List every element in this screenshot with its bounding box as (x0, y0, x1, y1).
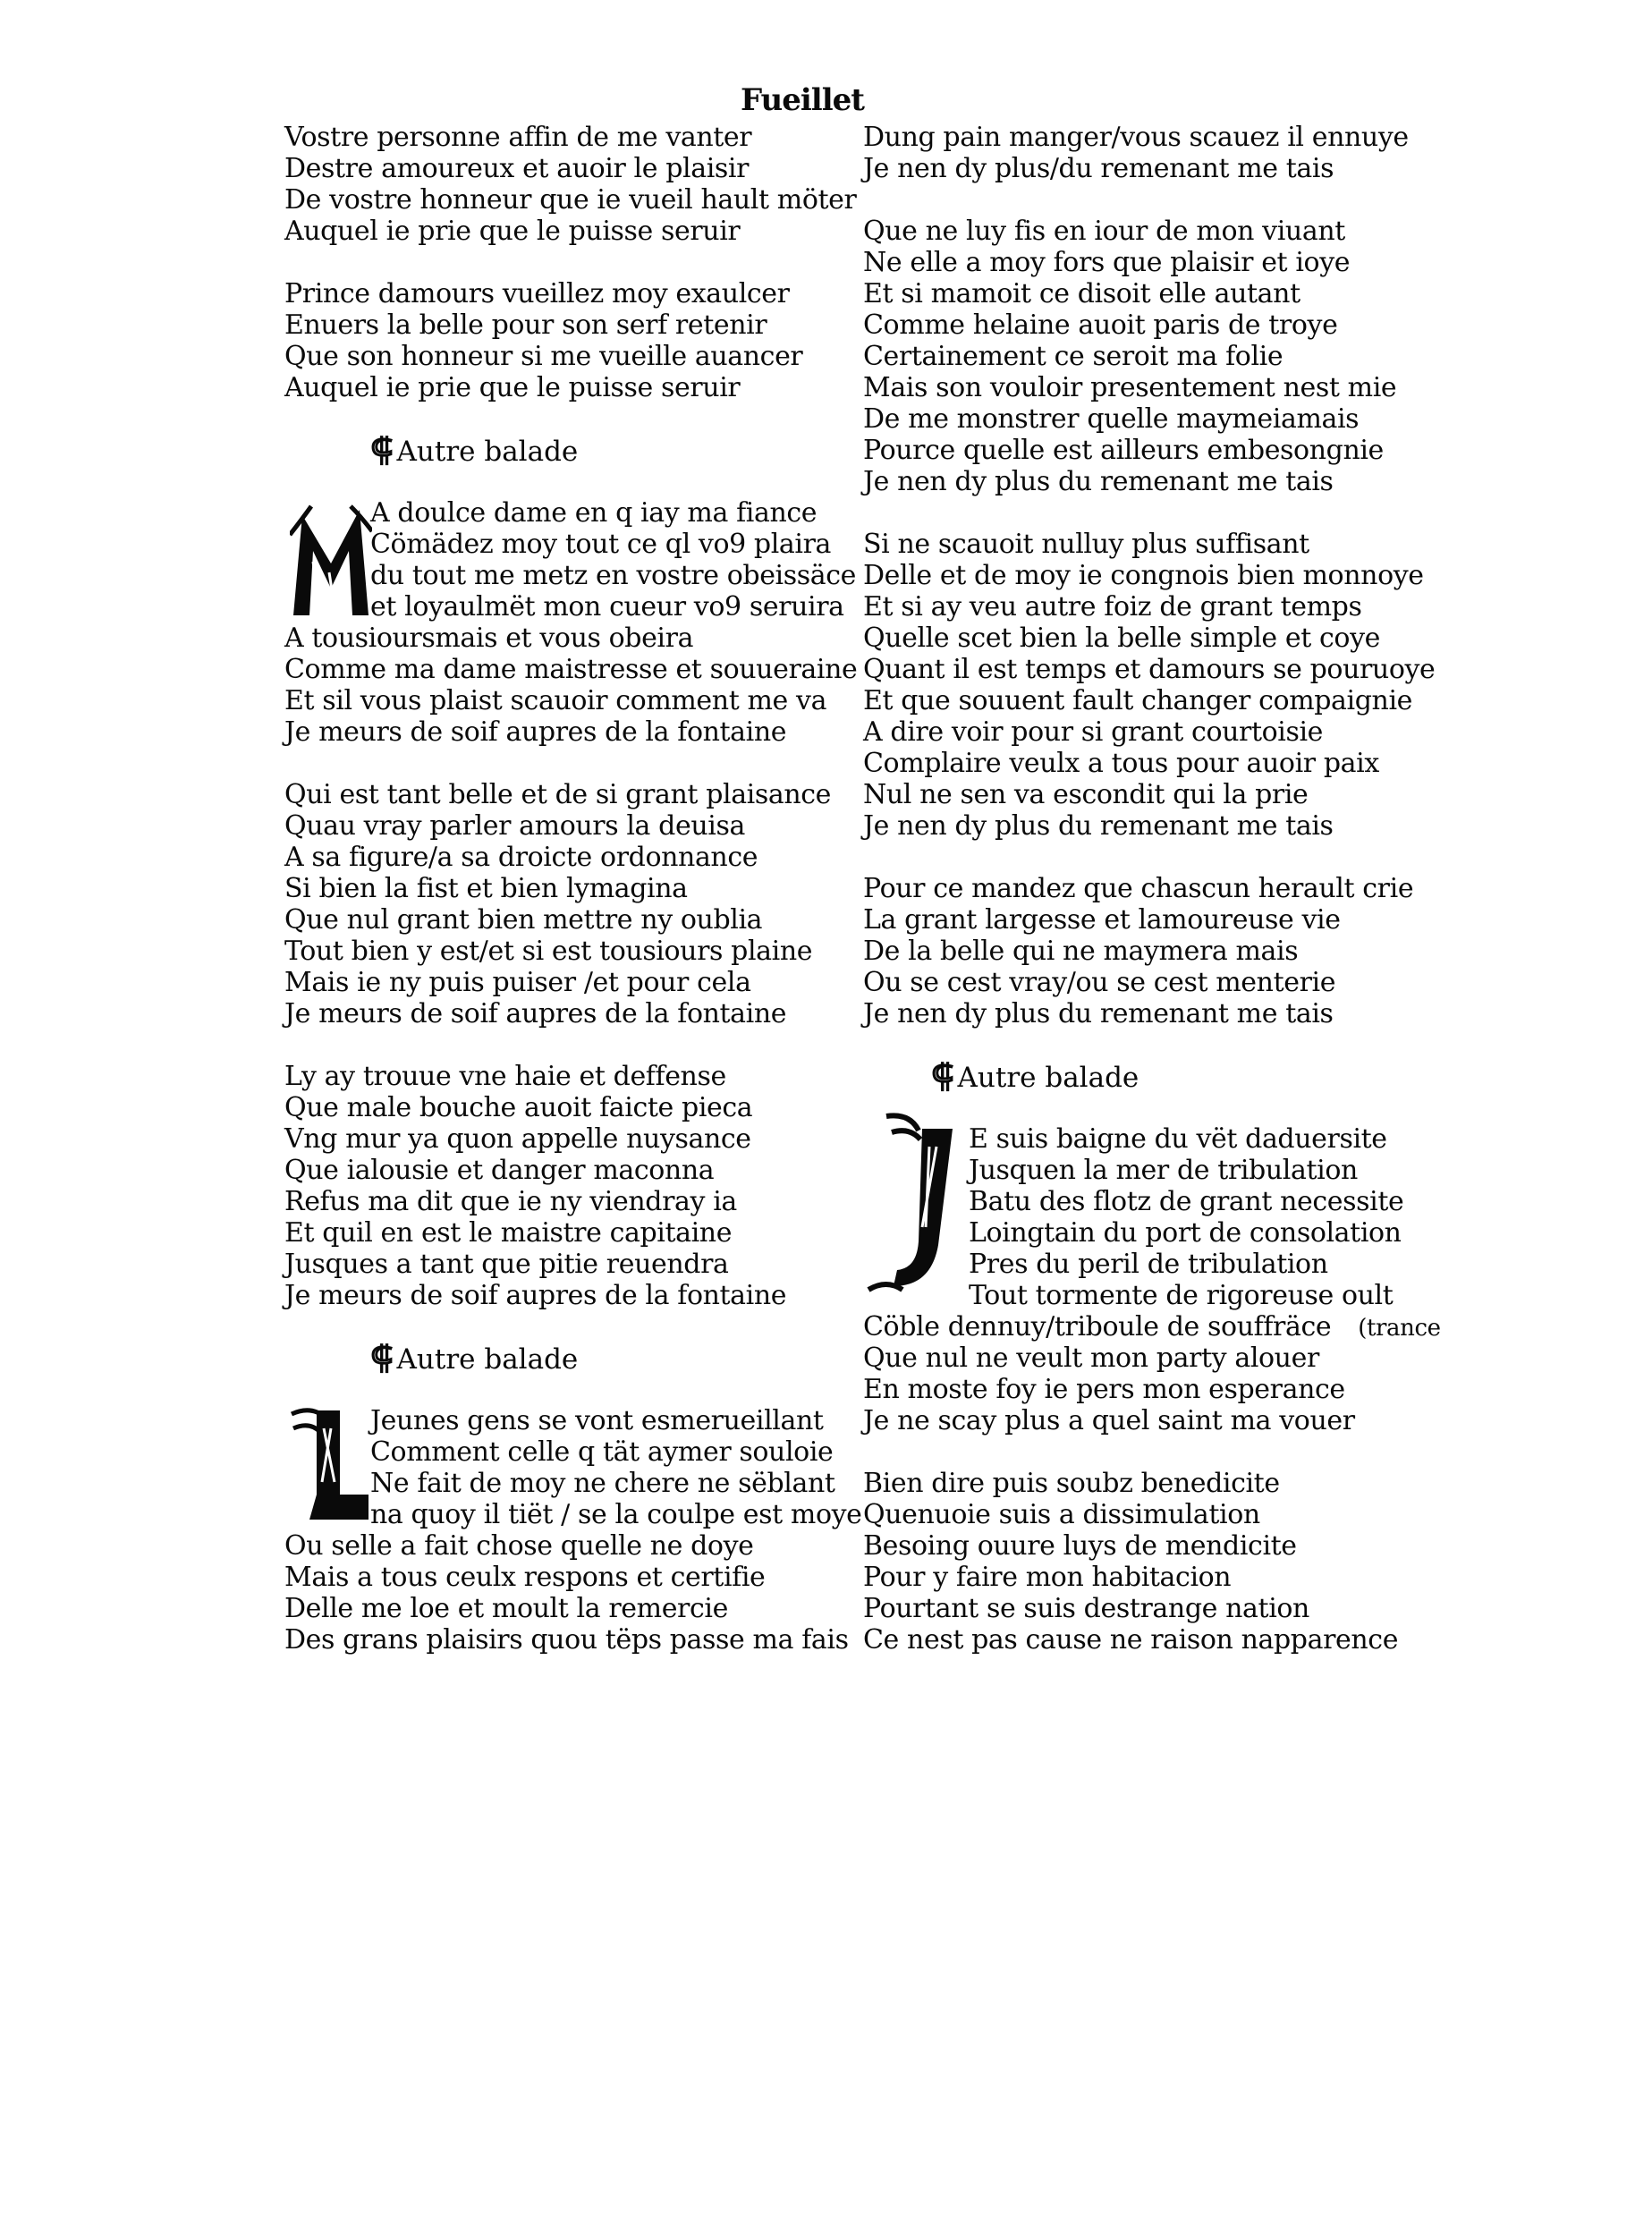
verse-line: Loingtain du port de consolation (969, 1217, 1402, 1249)
stanza (863, 873, 1436, 1029)
verse-line: Que male bouche auoit faicte pieca (284, 1092, 753, 1123)
verse-line: Quau vray parler amours la deuisa (284, 810, 745, 842)
verse-line: Delle me loe et moult la remercie (284, 1593, 728, 1624)
verse-line: Ne fait de moy ne chere ne sëblant (370, 1468, 835, 1499)
verse-line: Vostre personne affin de me vanter (284, 122, 752, 153)
verse-line: Ly ay trouue vne haie et deffense (284, 1061, 726, 1092)
verse-line: Ou selle a fait chose quelle ne doye (284, 1530, 754, 1562)
verse-line: Pource quelle est ailleurs embesongnie (863, 435, 1384, 466)
verse-line: Tout bien y est/et si est tousiours plaine (284, 936, 813, 967)
verse-line: Pour y faire mon habitacion (863, 1562, 1232, 1593)
section-heading: ⸿ Autre balade (931, 1057, 1139, 1095)
stanza (863, 216, 1436, 497)
verse-line: A doulce dame en q iay ma fiance (370, 497, 818, 529)
verse-line: A sa figure/a sa droicte ordonnance (284, 842, 758, 873)
verse-line: Delle et de moy ie congnois bien monnoye (863, 560, 1424, 591)
stanza (284, 122, 857, 247)
verse-line: na quoy il tiët / se la coulpe est moye (370, 1499, 862, 1530)
verse-line: Besoing ouure luys de mendicite (863, 1530, 1297, 1562)
verse-line: Pres du peril de tribulation (969, 1249, 1328, 1280)
verse-line: Si ne scauoit nulluy plus suffisant (863, 529, 1309, 560)
verse-line: Comme ma dame maistresse et souueraine (284, 654, 858, 685)
verse-line: A tousioursmais et vous obeira (284, 623, 694, 654)
verse-line: Jeunes gens se vont esmerueillant (370, 1405, 824, 1436)
stanza (863, 122, 1436, 184)
section-heading: ⸿ Autre balade (370, 1339, 579, 1376)
verse-line: De vostre honneur que ie vueil hault möter (284, 184, 857, 216)
verse-line: Je nen dy plus du remenant me tais (863, 998, 1334, 1029)
verse-line: Si bien la fist et bien lymagina (284, 873, 688, 904)
pilcrow-icon: ⸿ (370, 431, 394, 469)
verse-line: En moste foy ie pers mon esperance (863, 1374, 1345, 1405)
verse-line: Refus ma dit que ie ny viendray ia (284, 1186, 737, 1217)
verse-line: Qui est tant belle et de si grant plaisance (284, 779, 832, 810)
verse-line: E suis baigne du vët daduersite (969, 1123, 1387, 1155)
verse-line: De la belle qui ne maymera mais (863, 936, 1299, 967)
verse-line: Et si ay veu autre foiz de grant temps (863, 591, 1362, 623)
verse-line: Mais ie ny puis puiser /et pour cela (284, 967, 751, 998)
verse-line: Que ialousie et danger maconna (284, 1155, 715, 1186)
verse-line: A dire voir pour si grant courtoisie (863, 716, 1324, 748)
verse-line: De me monstrer quelle maymeiamais (863, 403, 1360, 435)
verse-line: Bien dire puis soubz benedicite (863, 1468, 1280, 1499)
folio-header: Fueillet (741, 82, 864, 118)
verse-line: Jusquen la mer de tribulation (969, 1155, 1358, 1186)
verse-line: Jusques a tant que pitie reuendra (284, 1249, 729, 1280)
stanza (863, 529, 1436, 842)
verse-line: Destre amoureux et auoir le plaisir (284, 153, 750, 184)
stanza (863, 1468, 1436, 1656)
right-column (863, 122, 1441, 1656)
verse-line: Et si mamoit ce disoit elle autant (863, 278, 1300, 309)
verse-line: Je nen dy plus du remenant me tais (863, 466, 1334, 497)
verse-line: Et quil en est le maistre capitaine (284, 1217, 733, 1249)
verse-line: Auquel ie prie que le puisse seruir (284, 216, 741, 247)
stray-text: (trance (1358, 1315, 1441, 1342)
verse-line: Je meurs de soif aupres de la fontaine (284, 1280, 787, 1311)
verse-line: Que nul grant bien mettre ny oublia (284, 904, 763, 936)
verse-line: Complaire veulx a tous pour auoir paix (863, 748, 1379, 779)
verse-line: Je meurs de soif aupres de la fontaine (284, 716, 787, 748)
verse-line: Mais son vouloir presentement nest mie (863, 372, 1397, 403)
stanza (284, 278, 857, 403)
verse-line: Auquel ie prie que le puisse seruir (284, 372, 741, 403)
verse-line: Je ne scay plus a quel saint ma vouer (863, 1405, 1355, 1436)
verse-line: Ou se cest vray/ou se cest menterie (863, 967, 1336, 998)
verse-line: Prince damours vueillez moy exaulcer (284, 278, 790, 309)
verse-line: Ce nest pas cause ne raison napparence (863, 1624, 1399, 1656)
verse-line: Nul ne sen va escondit qui la prie (863, 779, 1309, 810)
verse-line: Enuers la belle pour son serf retenir (284, 309, 767, 341)
verse-line: et loyaulmët mon cueur vo9 seruira (370, 591, 844, 623)
verse-line: Ne elle a moy fors que plaisir et ioye (863, 247, 1351, 278)
verse-line: Certainement ce seroit ma folie (863, 341, 1283, 372)
verse-line: Que ne luy fis en iour de mon viuant (863, 216, 1345, 247)
verse-line: Batu des flotz de grant necessite (969, 1186, 1404, 1217)
verse-line: Des grans plaisirs quou tëps passe ma fais (284, 1624, 849, 1656)
verse-line: Quant il est temps et damours se pouruoye (863, 654, 1436, 685)
section-heading: ⸿ Autre balade (370, 431, 579, 469)
verse-line: Et sil vous plaist scauoir comment me va (284, 685, 827, 716)
verse-line: Je meurs de soif aupres de la fontaine (284, 998, 787, 1029)
pilcrow-icon: ⸿ (370, 1339, 394, 1376)
ballad (284, 1405, 862, 1656)
verse-line: Que son honneur si me vueille auancer (284, 341, 803, 372)
verse-line: Dung pain manger/vous scauez il ennuye (863, 122, 1409, 153)
verse-line: Je nen dy plus/du remenant me tais (863, 153, 1334, 184)
pilcrow-icon: ⸿ (931, 1057, 954, 1095)
verse-line: Que nul ne veult mon party alouer (863, 1342, 1319, 1374)
verse-line: Et que souuent fault changer compaignie (863, 685, 1413, 716)
verse-line: Tout tormente de rigoreuse oult (969, 1280, 1394, 1311)
verse-line: Pour ce mandez que chascun herault crie (863, 873, 1414, 904)
ballad (284, 497, 857, 748)
stanza (284, 779, 857, 1029)
verse-line: Cöble dennuy/triboule de souffräce (trance (863, 1311, 1441, 1342)
left-column (284, 122, 862, 1656)
verse-line: Comme helaine auoit paris de troye (863, 309, 1338, 341)
verse-line: Quenuoie suis a dissimulation (863, 1499, 1260, 1530)
verse-line: Vng mur ya quon appelle nuysance (284, 1123, 751, 1155)
verse-line: Comment celle q tät aymer souloie (370, 1436, 834, 1468)
verse-line: Cömädez moy tout ce ql vo9 plaira (370, 529, 832, 560)
verse-line: Quelle scet bien la belle simple et coye (863, 623, 1380, 654)
verse-line: Je nen dy plus du remenant me tais (863, 810, 1334, 842)
ballad (863, 1123, 1441, 1436)
stanza (284, 1061, 857, 1311)
verse-line: Pourtant se suis destrange nation (863, 1593, 1309, 1624)
verse-line: La grant largesse et lamoureuse vie (863, 904, 1341, 936)
verse-line: du tout me metz en vostre obeissäce (370, 560, 856, 591)
verse-line: Mais a tous ceulx respons et certifie (284, 1562, 766, 1593)
